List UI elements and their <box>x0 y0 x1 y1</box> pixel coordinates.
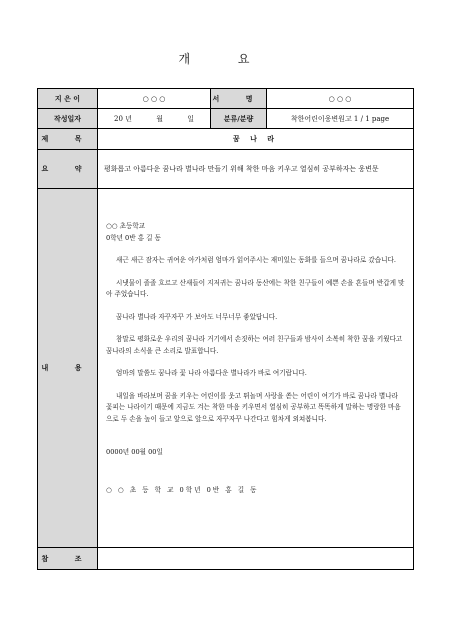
content-student: 0학년 0반 홍 길 동 <box>106 233 161 242</box>
summary-label: 요 약 <box>38 150 98 189</box>
subject-row <box>38 129 414 150</box>
subject-label: 제 목 <box>38 129 98 150</box>
content-row <box>38 189 414 548</box>
reference-row <box>38 548 414 570</box>
reference-value[interactable] <box>98 548 414 570</box>
summary-row <box>38 150 414 189</box>
content-date: 0000년 00월 00일 <box>106 448 163 456</box>
content-paragraph-2: 시냇물이 졸졸 흐르고 산새들이 지저귀는 꿈나라 동산에는 착한 친구들이 예쁜 손을 흔들며 반갑게 맞아 주었습니다. <box>106 278 405 298</box>
category-label: 분류/분량 <box>211 109 267 129</box>
content-paragraph-4: 참말로 평화로운 우리의 꿈나라 거기에서 손짓하는 여러 친구들과 밤사이 소복히 착한 꿈을 키웠다고 꿈나라의 소식을 큰 소리로 발표합니다. <box>106 335 403 355</box>
content-paragraph-1: 새근 새근 잠자는 귀여운 아가처럼 엄마가 읽어주시는 재미있는 동화를 들으며 꿈나라로 갔습니다. <box>116 256 396 264</box>
content-school: ○○ 초등학교 <box>106 222 146 230</box>
overview-form-table <box>37 88 414 570</box>
author-label: 지 은 이 <box>38 89 98 109</box>
date-month: 월 <box>156 114 163 123</box>
date-day: 일 <box>187 114 194 123</box>
author-value[interactable]: ○ ○ ○ <box>98 89 211 109</box>
reference-label: 참 조 <box>38 548 98 570</box>
subject-value[interactable]: 꿈 나 라 <box>98 129 414 150</box>
signature-label: 서 명 <box>211 89 267 109</box>
content-paragraph-5: 엄마의 말씀도 꿈나라 꽃 나라 아름다운 별나라가 바로 여기랍니다. <box>116 369 307 377</box>
content-paragraph-3: 꿈나라 별나라 자꾸자꾸 가 보아도 너무너무 좋았답니다. <box>116 312 278 321</box>
date-category-row <box>38 109 414 129</box>
content-body[interactable] <box>98 189 414 548</box>
signature-value[interactable]: ○ ○ ○ <box>267 89 414 109</box>
content-signature-line: ○ ○ 초 등 학 교 0학년 0반 홍 길 동 <box>106 485 259 494</box>
date-value[interactable] <box>98 109 211 129</box>
date-label: 작성일자 <box>38 109 98 129</box>
author-row <box>38 89 414 109</box>
summary-value[interactable]: 평화롭고 아름다운 꿈나라 별나라 만들기 위해 착한 마음 키우고 열심히 공부하자는 웅변문 <box>98 150 414 189</box>
category-value[interactable]: 착한어린이웅변원고 1 / 1 page <box>267 109 414 129</box>
content-paragraph-6: 내일을 바라보며 꿈을 키우는 어린이를 웃고 뛰놀며 사랑을 쏟는 어린이 여기가 바로 꿈나라 별나라 꽃피는 나라이기 때문에 지금도 겨는 착한 마음 키우면서 열심히 공부하고 똑똑하게 말하는 명랑한 마음으로 두 손을 높이 들고 앞으로 앞으로 자꾸자꾸 나간다고 힘차게 외쳐봅니다. <box>106 391 401 423</box>
content-label: 내 용 <box>38 189 98 548</box>
date-year: 20 년 <box>114 114 132 123</box>
document-title: 개 요 <box>178 52 272 66</box>
